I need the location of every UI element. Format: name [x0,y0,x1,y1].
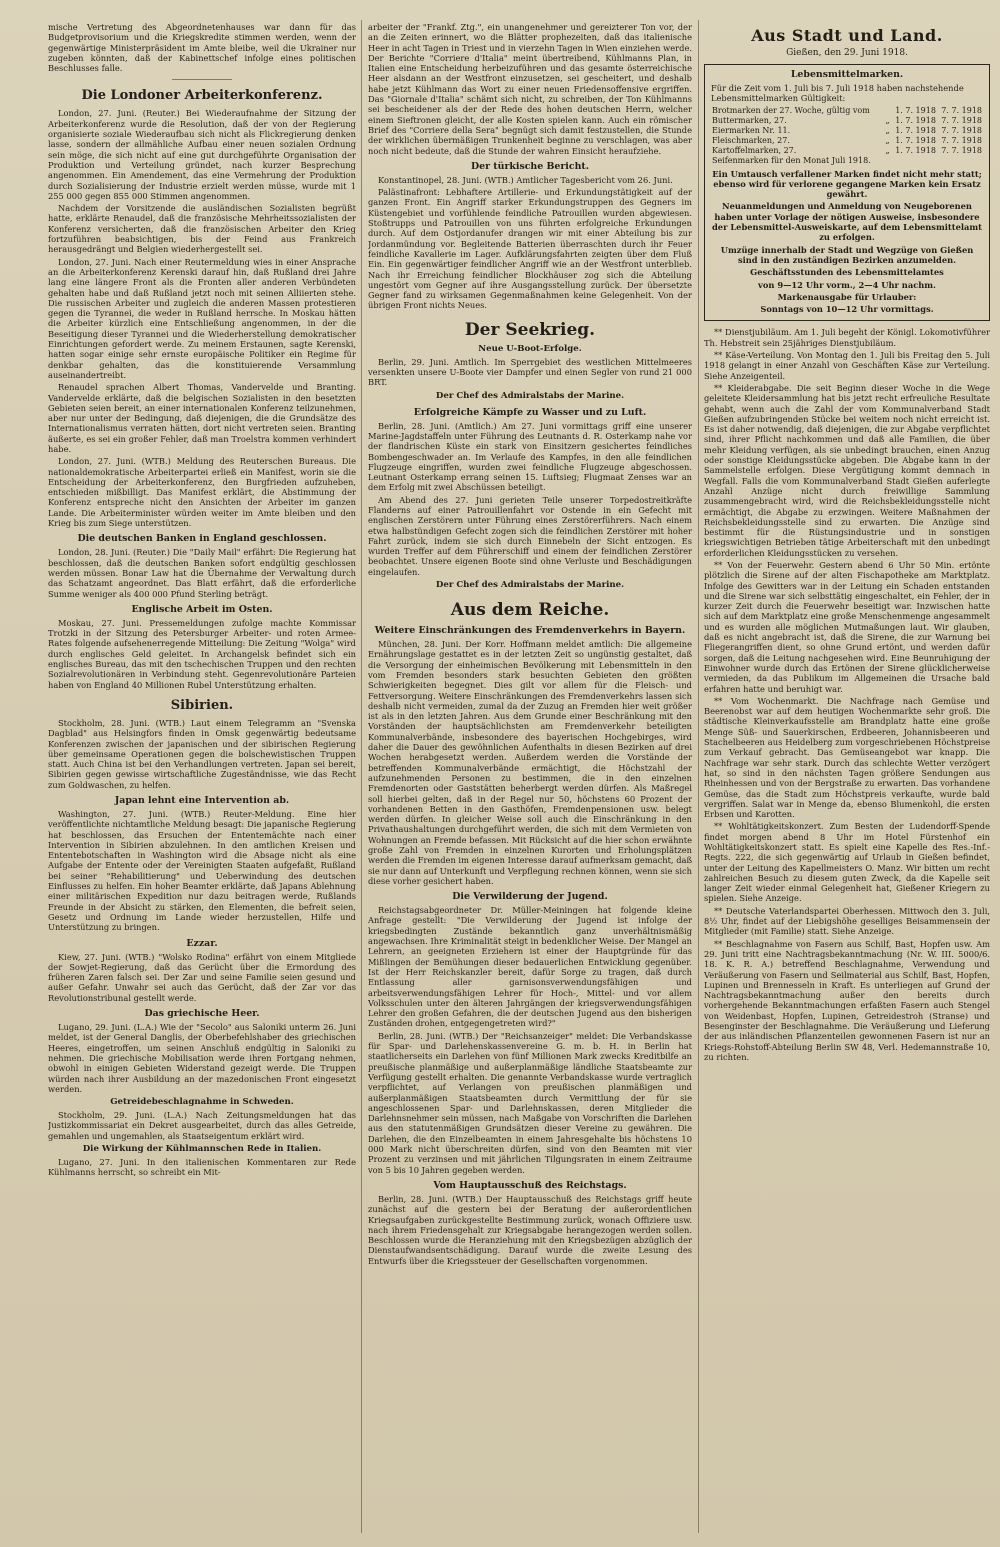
column-left [48,22,356,1533]
column-middle [368,22,692,1533]
headline: Vom Hauptausschuß des Reichstags. [433,1179,627,1191]
box-hours: Geschäftsstunden des Lebensmittelamtes [750,267,944,278]
box-text: Für die Zeit vom 1. Juli bis 7. Juli 1918 haben nachstehende Lebensmittelmarken Gültigkeit: [711,83,964,104]
ration-from: 1. 7. 1918 [895,125,936,135]
ration-ditto [884,106,891,116]
subheadline: Neue U-Boot-Erfolge. [478,343,582,354]
local-news-item: ** Beschlagnahme von Fasern aus Schilf, Bast, Hopfen usw. Am 29. Juni tritt eine Nachtragsbekanntmachung (Nr. W. III. 5000/6. 18. K. R. A.) betreffend Beschlagnahme, Verwendung und Veräußerung von Fasern und Seilmaterial aus Schilf, Bast, Hopfen, Lupinen und Brennesseln in Kraft. Es unterliegen auf Grund der Nachtragsbekanntmachung außer den bereits durch vorhergehende Bekanntmachungen erfaßten Fasern auch Stengel von Weidenbast, Hopfen, Lupinen, Getreidestroh (Stranse) und Besenginster der Beschlagnahme. Die Veräußerung und Lieferung der aus inländischen Pflanzenteilen gewonnenen Fasern ist nur an Kriegs-Rohstoff-Abteilung Berlin SW 48, Verl. Hedemannstraße 10, zu richten. [704,938,990,1062]
ration-to: 7. 7. 1918 [941,115,982,125]
article-text: Lugano, 29. Juni. (L.A.) Wie der "Secolo" aus Saloniki unterm 26. Juni meldet, ist der General Danglis, der Oberbefehlshaber des griechischen Heeres, eingetroffen, um seinen Anschluß endgültig in Saloniki zu nehmen. Die griechische Mobilisation werde ihren Fortgang nehmen, obwohl in einigen Gebieten Widerstand gezeigt werde. Die Truppen würden nach ihrer Ausbildung an der mazedonischen Front eingesetzt werden. [48,1022,356,1094]
ration-name: Buttermarken, 27. [712,115,787,125]
article-text: Palästinafront: Lebhaftere Artillerie- und Erkundungstätigkeit auf der ganzen Front. Ein Angriff starker Erkundungstruppen des Gegners im Küstengebiet und vorfühlende feindliche Patrouillen wurden abgewiesen. Stoßtrupps und Patrouillen von uns führten erfolgreiche Erkundungen durch. Auf dem Ostjordanufer drangen wir mit einer Abteilung bis zur Jordanmündung vor. Begleitende Batterien überraschten durch ihr Feuer feindliche Kavallerie im Lager. Aufklärungsfahrten zeigten über dem Fluß Ein. Ein gegenwärtiger feindlicher Angriff wie an der Westfront unterblieb. Nach ihr Erreichung feindlicher Blockhäuser zog sich die Abteilung ungestört vom Gegner auf ihre Ausgangsstellung zurück. Der übersetzte Gegner fand zu wirksamen Gegenmaßnahmen keine Gelegenheit. Von der übrigen Front nichts Neues. [368,187,692,311]
article-text: Am Abend des 27. Juni gerieten Teile unserer Torpedostreitkräfte Flanderns auf einer Patrouillenfahrt vor Ostende in ein Gefecht mit englischen Zerstörern unter Führung eines Zerstörerführers. Nach einem etwa halbstündigen Gefecht zogen sich die feindlichen Zerstörer mit hoher Fahrt zurück, indem sie sich durch Einnebeln der Sicht entzogen. Es wurden Treffer auf dem Führerschiff und einem der feindlichen Zerstörer beobachtet. Unsere eigenen Boote sind ohne Verluste und Beschädigungen eingelaufen. [368,494,692,577]
ration-from: 1. 7. 1918 [895,105,936,115]
article-text: Stockholm, 29. Juni. (L.A.) Nach Zeitungsmeldungen hat das Justizkommissariat ein Dekret ausgearbeitet, durch das alles Getreide, gemahlen und ungemahlen, als Staatseigentum erklärt wird. [48,1110,356,1141]
article-text: Stockholm, 28. Juni. (WTB.) Laut einem Telegramm an "Svenska Dagblad" aus Helsingfors finden in Omsk gegenwärtig bedeutsame Konferenzen zwischen der japanischen und der sibirischen Regierung über gemeinsame Operationen gegen die bolschewistischen Truppen statt. Auch China ist bei den Verhandlungen vertreten. Japan sei bereit, Sibirien gegen gewisse wirtschaftliche Zugeständnisse, wie das Recht zum Goldwaschen, zu helfen. [48,717,356,790]
article-text: Reichstagsabgeordneter Dr. Müller-Meiningen hat folgende kleine Anfrage gestellt: "Die Verwilderung der Jugend ist infolge der kriegsbedingten Zustände bekanntlich ganz unverhältnismäßig angewachsen. Ihre Kriminalität steigt in bedenklicher Weise. Der Mangel an Lehrern, an geeigneten Erziehern ist einer der Hauptgründe für das Mißlingen der Bemühungen dieser bedauerlichen Entwicklung gegenüber. Ist der Herr Reichskanzler bereit, dafür Sorge zu tragen, daß durch Entlassung aller garnisonsverwendungsfähigen und arbeitsverwendungsfähigen Lehrer für Hoch-, Mittel- und vor allem Volksschulen unter den älteren Jahrgängen der kriegsverwendungsfähigen Lehrer den großen Gefahren, die der deutschen Jugend aus den bisherigen Zuständen drohen, entgegengetreten wird?" [368,905,692,1029]
headline: Der Seekrieg. [464,319,596,340]
ration-row [711,126,983,136]
article-text: Kiew, 27. Juni. (WTB.) "Wolsko Rodina" erfährt von einem Mitgliede der Sowjet-Regierung, daß das Gerücht über die Ermordung des früheren Zaren falsch sei. Der Zar und seine Familie seien gesund und außer Gefahr. Unwahr sei auch das Gerücht, daß der Zar vor das Revolutionstribunal gestellt werde. [48,951,356,1003]
ration-to: 7. 7. 1918 [941,135,982,145]
ration-from: 1. 7. 1918 [895,115,936,125]
local-news-item: ** Deutsche Vaterlandspartei Oberhessen. Mittwoch den 3. Juli, 8½ Uhr, findet auf der Liebigshöhe geselliges Beisammensein der Mitglieder (mit Familie) statt. Siehe Anzeige. [704,905,990,937]
article-text: Washington, 27. Juni. (WTB.) Reuter-Meldung. Eine hier veröffentlichte nichtamtliche Meldung besagt: Die japanische Regierung hat beschlossen, das Ersuchen der Ententemächte nach einer Intervention in Sibirien abzulehnen. In den amtlichen Kreisen und Ententebotschaften in Washington wird die Absage nicht als eine Aufgabe der Entente oder der Vereinigten Staaten aufgefaßt, Rußland bei seiner "Rehabilitierung" und Ueberwindung des deutschen Einflusses zu helfen. Ein hoher Beamter erklärte, daß Japans Ablehnung einer militärischen Expedition nur dazu beitragen werde, Rußlands Freunde in der Absicht zu stärken, den Elementen, die befreit seien, Gesetz und Ordnung im Lande wieder herzustellen, Hilfe und Unterstützung zu bringen. [48,809,356,933]
headline: Die Wirkung der Kühlmannschen Rede in Italien. [82,1144,322,1155]
ration-ditto: „ [885,145,890,155]
ration-name: Brotmarken der 27. Woche, gültig vom [712,105,870,115]
article-text: arbeiter der "Frankf. Ztg.", ein unangenehmer und gereizterer Ton vor, der an die Zeiten erinnert, wo die Blätter prophezeiten, daß das italienische Heer in acht Tagen in Triest und in vierzehn Tagen in Wien einziehen werde. Der Berichte "Corriere d'Italia" meint übertreibend, Kühlmanns Plan, in Italien eine Entscheidung herbeizuführen und das gesamte österreichische Heer alsdann an der Westfront einzusetzen, sei gescheitert, und deshalb habe jetzt Kühlmann das Wort zu einer neuen Friedensoffensive ergriffen. Das "Giornale d'Italia" schämt sich nicht, zu schreiben, der Ton Kühlmanns sei bescheidener als der der Rede des hohen deutschen Herrn, welcher einem Sieftronen gleicht, der alle Kosten spielen kann. Auch ein römischer Brief des "Corriere della Sera" begnügt sich damit festzustellen, die Stunde der wirklichen übermäßigen Trunkenheit beginne zu verschlagen, was aber noch nicht bedeute, daß die Stunde der wahren Einsicht heraufziehe. [368,22,692,156]
article-text: Nachdem der Vorsitzende die ausländischen Sozialisten begrüßt hatte, erklärte Renaudel, daß die französische Mehrheitssozialisten der Konferenz versicherten, daß die französischen Arbeiter den Krieg fortzuführen beabsichtigen, bis der Feind aus Frankreich herausgedrängt und Belgien wiederhergestellt sei. [48,203,356,255]
headline: Japan lehnt eine Intervention ab. [114,795,290,806]
byline: Der Chef des Admiralstabs der Marine. [435,580,625,591]
ration-ditto: „ [885,125,890,135]
ration-row [711,116,983,126]
box-note: Neuanmeldungen und Anmeldung von Neugeborenen haben unter Vorlage der nötigen Ausweise, insbesondere der Lebensmittel-Ausweiskarte, auf dem Lebensmittelamt zu erfolgen. [712,201,982,243]
divider [172,79,232,80]
box-hours: von 9—12 Uhr vorm., 2—4 Uhr nachm. [758,279,936,290]
local-news-item: ** Wohltätigkeitskonzert. Zum Besten der Ludendorff-Spende findet morgen abend 8 Uhr im Hotel Fürstenhof ein Wohltätigkeitskonzert statt. Es spielt eine Kapelle des Res.-Inf.-Regts. 222, die sich gegenwärtig auf Urlaub in Gießen befindet, unter der Leitung des Kapellmeisters O. Manz. Wir bitten um recht zahlreichen Besuch zu diesem guten Zweck, da die Kapelle seit langer Zeit wieder einmal Gelegenheit hat, Gießener Kriegern zu spielen. Siehe Anzeige. [704,821,990,904]
ration-row [711,146,983,156]
column-rule [361,20,362,1533]
ration-name: Fleischmarken, 27. [712,135,790,145]
headline: Englische Arbeit im Osten. [131,603,273,615]
ration-ditto: „ [885,135,890,145]
article-text: Berlin, 28. Juni. (WTB.) Der "Reichsanzeiger" meldet: Die Verbandskasse für Spar- und Darlehenskassenvereine G. m. b. H. in Berlin hat staatlicherseits ein Darlehen von fünf Millionen Mark zwecks Kreditbilfe an preußische planmäßige und außerplanmäßige ländliche Staatsbeamte zur Verfügung gestellt erhalten. Die genannte Verbandskasse wurde vertraglich verpflichtet, auf Verlangen von preußischen planmäßigen und außerplanmäßigen Staatsbeamten durch Vermittlung der für sie angeschlossenen Spar- und Darlehnskassen, deren Mitglieder die Darlehnsnehmer sein müssen, nach Maßgabe von Vorschriften die Darlehen aus den statutenmäßigen Grundsätzen dieser Vereine zu gewähren. Die Darlehen, die den Einzelbeamten in einem Jahresgehalte bis höchstens 10 000 Mark nicht überschreiten dürfen, sind von den Beamten mit vier Prozent zu verzinsen und mit jährlichen Tilgungsraten in einem Zeitraume von 5 bis 10 Jahren gegeben werden. [368,1030,692,1175]
article-text: London, 28. Juni. (Reuter.) Die "Daily Mail" erfährt: Die Regierung hat beschlossen, daß die deutschen Banken sofort endgültig geschlossen werden müssen. Bonar Law hat die Übernahme der Verwaltung durch das Schatzamt angeordnet. Das Blatt erfährt, daß die erforderliche Summe weniger als 400 000 Pfund Sterling beträgt. [48,547,356,599]
headline: Die Londoner Arbeiterkonferenz. [81,88,323,104]
ration-from [891,156,937,166]
headline: Die Verwilderung der Jugend. [452,891,608,903]
column-right [704,22,990,1533]
ration-name: Kartoffelmarken, 27. [712,145,797,155]
ration-to: 7. 7. 1918 [941,105,982,115]
box-note: Umzüge innerhalb der Stadt und Wegzüge von Gießen sind in den zuständigen Bezirken anzumelden. [720,244,974,265]
headline: Erfolgreiche Kämpfe zu Wasser und zu Luft. [413,406,647,418]
headline: Das griechische Heer. [144,1008,260,1020]
ration-to [937,156,983,166]
ration-row [711,136,983,146]
ration-name: Seifenmarken für den Monat Juli 1918. [712,155,871,165]
ration-row [711,106,983,116]
article-text: Lugano, 27. Juni. In den italienischen Kommentaren zur Rede Kühlmanns herrscht, so schreibt ein Mit- [48,1157,356,1178]
local-news-item: ** Kleiderabgabe. Die seit Beginn dieser Woche in die Wege geleitete Kleidersammlung hat bis jetzt recht erfreuliche Resultate gehabt, wenn auch die Zahl der vom Kommunalverband Stadt Gießen aufzubringenden Stücke bei weitem noch nicht erreicht ist. Es ist daher notwendig, daß diejenigen, die zur Abgabe verpflichtet sind, ihrer Pflicht nachkommen und daß alle Familien, die über mehr Kleidung verfügen, als sie unbedingt brauchen, einen Anzug oder sonstige Kleidungsstücke abgeben. Die Abgabe kann in der Sammelstelle erfolgen. Diese Vergütigung kommt demnach in Wegfall. Falls die vom Kommunalverband Stadt Gießen auferlegte Anzahl Anzüge nicht durch freiwillige Sammlung zusammengebracht wird, wird die Reichsbekleidungsstelle nicht ermächtigt, die Abgabe zu erzwingen. Weitere Maßnahmen der Reichsbekleidungsstelle sind zu erwarten. Die Anzüge sind bestimmt für die Rüstungsindustrie und in sonstigen kriegswichtigen Betrieben tätige Arbeiterschaft mit den unbedingt erforderlichen Kleidungsstücken zu versehen. [704,382,990,558]
headline: Sibirien. [170,697,234,713]
ration-ditto [884,156,891,166]
ration-box [704,64,990,321]
local-news-item: ** Käse-Verteilung. Von Montag den 1. Juli bis Freitag den 5. Juli 1918 gelangt in einer Anzahl von Geschäften Käse zur Verteilung. Siehe Anzeigenteil. [704,350,990,381]
box-hours: Sonntags von 10—12 Uhr vormittags. [760,304,934,315]
ration-table [711,106,983,166]
byline: Der Chef des Admiralstabs der Marine. [435,390,625,401]
local-news-item: ** Dienstjubiläum. Am 1. Juli begeht der Königl. Lokomotivführer Th. Hebstreit sein 25jähriges Dienstjubiläum. [704,327,990,348]
headline: Aus dem Reiche. [450,600,610,621]
ration-from: 1. 7. 1918 [895,145,936,155]
headline: Ezzar. [186,937,218,949]
box-note: Ein Umtausch verfallener Marken findet nicht mehr statt; ebenso wird für verlorene gegangene Marken kein Ersatz gewährt. [712,168,982,200]
article-text: Konstantinopel, 28. Juni. (WTB.) Amtlicher Tagesbericht vom 26. Juni. [378,174,673,185]
article-text: Renaudel sprachen Albert Thomas, Vandervelde und Branting. Vandervelde erklärte, daß die belgischen Sozialisten in den besetzten Gebieten seien bereit, an einer internationalen Konferenz teilzunehmen, aber nur unter der Bedingung, daß diejenigen, die die Grundsätze des Internationalismus verraten hätten, dort nicht vertreten seien. Branting äußerte, es sei ein großer Fehler, daß man Troelstra kommen verhindert habe. [48,382,356,454]
article-text: London, 27. Juni. Nach einer Reutermeldung wies in einer Ansprache an die Arbeiterkonferenz Kerenski darauf hin, daß Rußland drei Jahre lang eine längere Front als die Fronten aller anderen Verbündeten gehalten habe und daß Rußland jetzt noch mit seinen Alliierten stehe. Die russischen Arbeiter und zugleich die anderen Massen protestieren gegen die Tyrannei, die weder in Rußland herrsche. In Moskau hätten die Arbeiter kürzlich eine Entschließung angenommen, in der die Beseitigung dieser Tyrannei und die Wiederherstellung demokratischer Einrichtungen gefordert werde. Zu meinem Erstaunen, sagte Kerenski, hatten sogar einige sehr ernste europäische Politiker ein Regime für denkbar gehalten, das die konstituierende Versammlung auseinandertreibt. [48,256,356,380]
article-text: London, 27. Juni. (Reuter.) Bei Wiederaufnahme der Sitzung der Arbeiterkonferenz wurde die Resolution, daß der von der Regierung organisierte soziale Wiederaufbau sich nicht als Flickregierung denken lasse, sondern der allmähliche Aufbau einer neuen sozialen Ordnung sein möge, die sich nicht auf eine gut durchgeführte Organisation der Produktion und Verteilung gründet, nach kurzer Besprechung angenommen. Ein Amendement, das eine Vermehrung der Produktion durch Sozialisierung der Industrie erzielt werden müsse, wurde mit 1 255 000 gegen 855 000 Stimmen angenommen. [48,108,356,201]
article-text: Berlin, 29. Juni. Amtlich. Im Sperrgebiet des westlichen Mittelmeeres versenkten unsere U-Boote vier Dampfer und einen Segler von rund 21 000 BRT. [368,356,692,388]
ration-ditto: „ [885,115,890,125]
dateline: Gießen, den 29. Juni 1918. [786,48,908,58]
article-text: London, 27. Juni. (WTB.) Meldung des Reuterschen Bureaus. Die nationaldemokratische Arbeiterpartei erließ ein Manifest, worin sie die Entscheidung der Arbeiterkonferenz, den Burgfrieden aufzuheben, entschieden mißbilligt. Das Manifest erklärt, die Abstimmung der Konferenz entspreche nicht den Ansichten der Arbeiter im ganzen Lande. Die Arbeiterminister würden weiter im Amte bleiben und den Krieg bis zum Siege unterstützen. [48,456,356,529]
ration-from: 1. 7. 1918 [895,135,936,145]
article-text: Moskau, 27. Juni. Pressemeldungen zufolge machte Kommissar Trotzki in der Sitzung des Petersburger Arbeiter- und roten Armee-Rates folgende aufsehenerregende Mitteilung: Die Zeitung "Wolga" wird durch englisches Geld geleitet. In Archangelsk befindet sich ein englisches Bureau, das mit den tschechischen Truppen und den rechten Sozialrevolutionären in Verbindung steht. Gegenrevolutionäre Parteien haben von England 40 Millionen Rubel Unterstützung erhalten. [48,617,356,690]
article-text: Berlin, 28. Juni. (Amtlich.) Am 27. Juni vormittags griff eine unserer Marine-Jagdstaffeln unter Führung des Leutnants d. R. Osterkamp nahe vor der flandrischen Küste ein stark von Einsitzern gesichertes feindliches Bombengeschwader an. Im Verlaufe des Kampfes, in den alle feindlichen Flugzeuge eingriffen, wurden zwei feindliche Flugzeuge abgeschossen. Leutnant Osterkamp errang seinen 15. Luftsieg; Flugmaat Zenses war an dem Erfolg mit zwei Abschüssen beteiligt. [368,420,692,493]
article-text: Berlin, 28. Juni. (WTB.) Der Hauptausschuß des Reichstags griff heute zunächst auf die gestern bei der Beratung der außerordentlichen Kriegsaufgaben zurückgestellte Bestimmung zurück, wonach Offiziere usw. nach ihrem Friedensgehalt zur Kriegsabgabe herangezogen werden sollen. Beschlossen wurde die Heranziehung mit den Kriegsbezügen abzüglich der Dienstaufwandsentschädigung. Darauf wurde die zweite Lesung des Entwurfs über die Kriegssteuer der Gesellschaften vorgenommen. [368,1193,692,1266]
ration-to: 7. 7. 1918 [941,145,982,155]
ration-to: 7. 7. 1918 [941,125,982,135]
article-text: mische Vertretung des Abgeordnetenhauses war dann für das Budgetprovisorium und die Kriegskredite stimmen werden, wenn der gegenwärtige Ministerpräsident im Amte bleibe, weil die Ukrainer nur zugeben könnten, daß der Kabinettschef infolge eines politischen Beschlusses falle. [48,22,356,74]
column-rule [698,20,699,1533]
headline: Getreidebeschlagnahme in Schweden. [110,1097,294,1108]
headline: Weitere Einschränkungen des Fremdenverkehrs in Bayern. [374,625,686,637]
headline: Der türkische Bericht. [471,160,589,172]
headline: Die deutschen Banken in England geschlossen. [77,533,327,545]
box-heading: Lebensmittelmarken. [790,69,904,80]
local-news-item: ** Von der Feuerwehr. Gestern abend 6 Uhr 50 Min. ertönte plötzlich die Sirene auf der alten Fischapotheke am Marktplatz. Infolge des Gewitters war in der Leitung ein Schaden entstanden und die Sirene war sich selbsttätig eingeschaltet, ein Fehler, der in kurzer Zeit durch die Feuerwehr beseitigt war. Inzwischen hatte sich auf dem Marktplatz eine große Menschenmenge angesammelt und es wurden alle möglichen Mutmaßungen laut. Wir glauben, daß es nicht angebracht ist, daß die Sirene, die zur Warnung bei Fliegerangriffen dient, so ohne Grund ertönt, und werden dafür sorgen, daß die Leitung nachgesehen wird. Eine Beunruhigung der Einwohner wurde durch das Ertönen der Sirene glücklicherweise vermieden, da das Publikum im Allgemeinen die Ursache bald erfahren hatte und beruhigt war. [704,559,990,694]
section-masthead: Aus Stadt und Land. [751,26,943,45]
ration-name: Eiermarken Nr. 11. [712,125,791,135]
ration-row [711,156,983,166]
article-text: München, 28. Juni. Der Korr. Hoffmann meldet amtlich: Die allgemeine Ernährungslage gestattet es in der letzten Zeit so ungünstig gestaltet, daß die Versorgung der einheimischen Bevölkerung mit Lebensmitteln in den vom Fremden besonders stark besuchten Gebieten den größten Schwierigkeiten begegnet. Dies gilt vor allem für die Fleisch- und Fettversorgung. Weitere Einschränkungen des Fremdenverkehrs lassen sich deshalb nicht vermeiden, zumal da der Zuzug an Fremden hier weit größer ist als in den letzten Jahren. Aus dem Grunde einer Beschränkung mit den Vorständen der hauptsächlichsten am Fremdenverkehr beteiligten Kommunalverbände, insbesondere des bayerischen Hochgebirges, wird daher die Dauer des gewöhnlichen Aufenthalts in diesen Bezirken auf drei Wochen herabgesetzt werden. Außerdem werden die Vorstände der betreffenden Kommunalverbände ermächtigt, die Höchstzahl der aufzunehmenden Personen zu bestimmen, die in den einzelnen Fremdenorten oder Gaststätten beherbergt werden dürfen. Als Maßregel soll hierbei gelten, daß in der Regel nur 50, höchstens 60 Prozent der vorhandenen Betten in den Gasthöfen, Fremdenpensionen usw. belegt werden dürfen. In gleicher Weise soll auch die Einschränkung in den Privathaushaltungen durchgeführt werden, die sich mit dem Vermieten von Wohnungen an Fremde befassen. Mit Rücksicht auf die hier schon erwähnte große Zahl von Fremden in einzelnen Kurorten und Erholungsplätzen werden die Fremden im eigenen Interesse darauf aufmerksam gemacht, daß sie nur dann auf Unterkunft und Verpflegung rechnen können, wenn sie sich diese vorher gesichert haben. [368,639,692,886]
local-news-item: ** Vom Wochenmarkt. Die Nachfrage nach Gemüse und Beerenobst war auf dem heutigen Wochenmarkte sehr groß. Die städtische Kleinverkaufsstelle am Brandplatz hatte eine große Menge Süß- und Sauerkirschen, Erdbeeren, Johannisbeeren und Stachelbeeren aus Heidelberg zum vorgeschriebenen Höchstpreise zum Verkauf gebracht. Das Gemüseangebot war knapp. Die Nachfrage war sehr stark. Durch das schlechte Wetter verzögert hat, so sind in den nächsten Tagen größere Sendungen aus Rheinhessen und von der Bergstraße zu erwarten. Das vorhandene Gemüse, das die Stadt zum Höchstpreis verkaufte, wurde bald vergriffen. Salat war in Menge da, ebenso Blumenkohl, die ersten Erbsen und Karotten. [704,695,990,820]
box-hours: Markenausgabe für Urlauber: [777,291,917,302]
